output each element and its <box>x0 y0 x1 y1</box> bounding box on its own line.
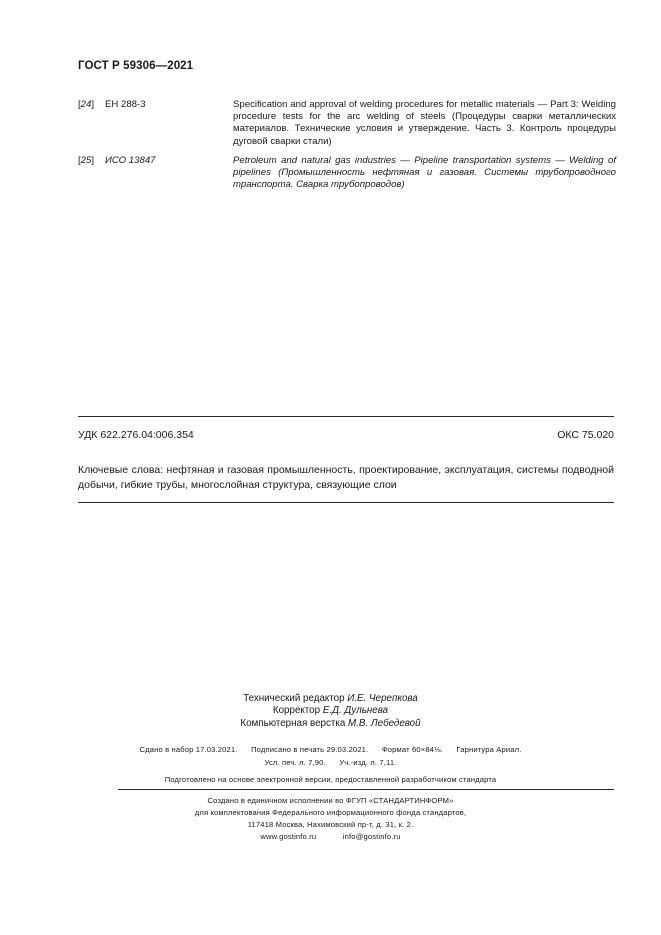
divider-bottom <box>78 502 614 503</box>
publisher-email[interactable]: info@gostinfo.ru <box>342 832 401 841</box>
reference-number: [24] <box>78 99 95 110</box>
publisher-line-2: для комплектования Федерального информационного фонда стандартов, <box>194 808 467 817</box>
publisher-website[interactable]: www.gostinfo.ru <box>260 832 317 841</box>
divider-top <box>78 416 614 417</box>
reference-title: Specification and approval of welding procedures for metallic materials — Part 3: Welding procedure tests for the arc welding of steels (Процедуры сварки металлических материалов. Технические условия и утверждение. Часть 3. Контроль процедуры дуговой сварки стали) <box>233 99 616 147</box>
divider-imprint <box>118 789 614 790</box>
reference-code: ИСО 13847 <box>105 155 156 166</box>
reference-code: ЕН 288-3 <box>105 99 146 110</box>
reference-title: Petroleum and natural gas industries — Pipeline transportation systems — Welding of pipelines (Промышленность нефтяная и газовая. Системы трубопроводного транспорта. Сварка трубопроводов) <box>233 155 616 191</box>
oks-code: ОКС 75.020 <box>557 429 614 441</box>
document-id: ГОСТ Р 59306—2021 <box>78 60 194 72</box>
imprint-line-1: Сдано в набор 17.03.2021. Подписано в печать 29.03.2021. Формат 60×84⅛. Гарнитура Ариал. <box>139 745 522 754</box>
credit-tech-editor: Технический редактор И.Е. Черепкова <box>243 693 418 704</box>
imprint-source: Подготовлено на основе электронной версии, предоставленной разработчиком стандарта <box>164 775 497 784</box>
reference-entry-24 <box>78 99 618 148</box>
credit-layout: Компьютерная верстка М.В. Лебедевой <box>240 717 421 729</box>
publisher-line-1: Создано в единичном исполнении во ФГУП «СТАНДАРТИНФОРМ» <box>207 796 454 805</box>
publisher-address: 117418 Москва, Нахимовский пр-т, д. 31, к. 2. <box>247 820 414 829</box>
keywords: Ключевые слова: нефтяная и газовая промышленность, проектирование, эксплуатация, системы подводной добычи, гибкие трубы, многослойная структура, связующие слои <box>78 464 614 491</box>
udk-code: УДК 622.276.04:006.354 <box>78 429 194 441</box>
publisher-contacts <box>0 832 661 841</box>
credits-block <box>0 693 661 730</box>
credit-proofreader: Корректор Е.Д. Дульнева <box>272 705 389 717</box>
reference-number: [25] <box>78 155 95 166</box>
reference-entry-25 <box>78 155 618 192</box>
imprint-line-2: Усл. печ. л. 7,90. Уч.-изд. л. 7,11. <box>264 758 397 767</box>
